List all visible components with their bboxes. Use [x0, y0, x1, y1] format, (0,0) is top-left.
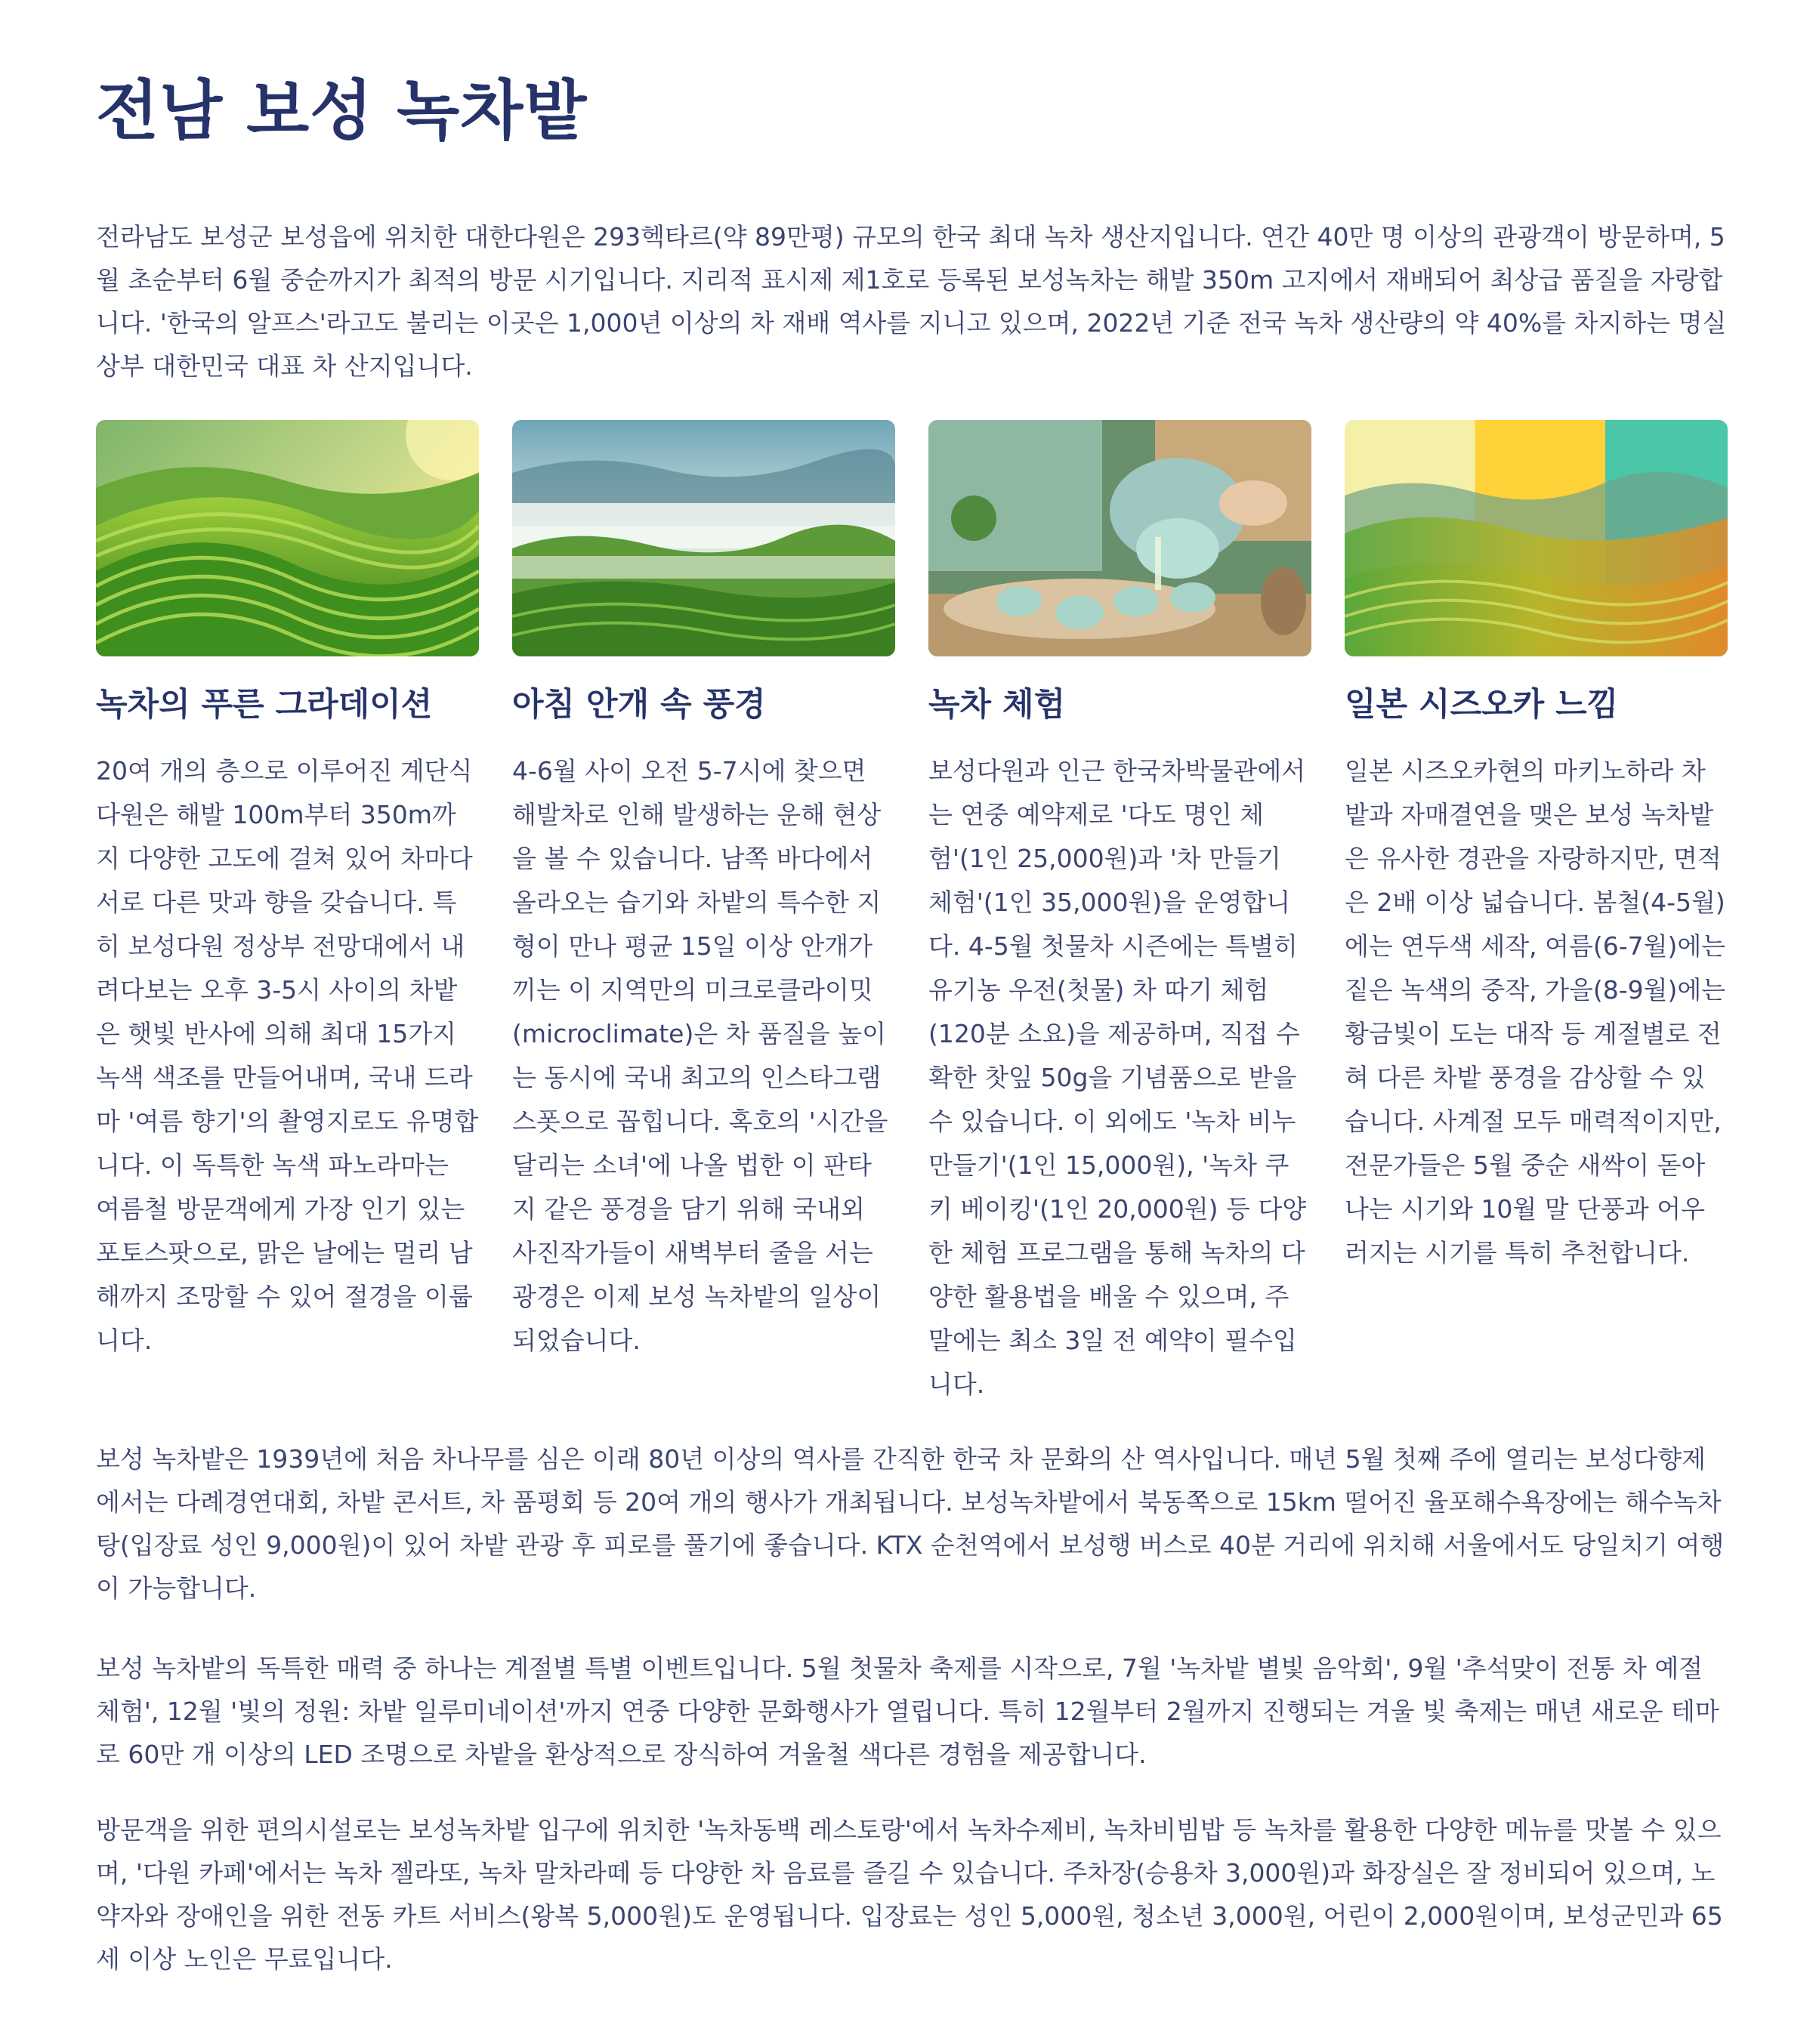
card-text: 일본 시즈오카현의 마키노하라 차밭과 자매결연을 맺은 보성 녹차밭은 유사한 경관을 자랑하지만, 면적은 2배 이상 넓습니다. 봄철(4-5월)에는 연두색 세작, 여름(6-7월)에는 짙은 녹색의 중작, 가을(8-9월)에는 황금빛이 도는 대작 등 계절별로 전혀 다른 차밭 풍경을 감상할 수 있습니다. 사계절 모두 매력적이지만, 전문가들은 5월 중순 새싹이 돋아나는 시기와 10월 말 단풍과 어우러지는 시기를 특히 추천합니다. [1345, 756, 1726, 1267]
misty-morning-valley-photo [512, 420, 895, 656]
card-title: 일본 시즈오카 느낌 [1345, 686, 1619, 724]
tea-pouring-photo [928, 420, 1311, 656]
terraced-tea-fields-photo [96, 420, 479, 656]
card-shizuoka [1345, 420, 1728, 1267]
card-grid [96, 420, 1728, 1402]
card-title: 녹차 체험 [928, 686, 1066, 724]
seasonal-tea-hills-photo [1345, 420, 1728, 656]
facilities-paragraph: 방문객을 위한 편의시설로는 보성녹차밭 입구에 위치한 '녹차동백 레스토랑'에서 녹차수제비, 녹차비빔밥 등 녹차를 활용한 다양한 메뉴를 맛볼 수 있으며, '다원 카페'에서는 녹차 젤라또, 녹차 말차라떼 등 다양한 차 음료를 즐길 수 있습니다. 주차장(승용차 3,000원)과 화장실은 잘 정비되어 있으며, 노약자와 장애인을 위한 전동 카트 서비스(왕복 5,000원)도 운영됩니다. 입장료는 성인 5,000원, 청소년 3,000원, 어린이 2,000원이며, 보성군민과 65세 이상 노인은 무료입니다. [96, 1815, 1723, 1974]
page-title: 전남 보성 녹차밭 [96, 73, 588, 149]
card-title: 아침 안개 속 풍경 [512, 686, 766, 724]
intro-paragraph: 전라남도 보성군 보성읍에 위치한 대한다원은 293헥타르(약 89만평) 규모의 한국 최대 녹차 생산지입니다. 연간 40만 명 이상의 관광객이 방문하며, 5월 초순부터 6월 중순까지가 최적의 방문 시기입니다. 지리적 표시제 제1호로 등록된 보성녹차는 해발 350m 고지에서 재배되어 최상급 품질을 자랑합니다. '한국의 알프스'라고도 불리는 이곳은 1,000년 이상의 차 재배 역사를 지니고 있으며, 2022년 기준 전국 녹차 생산량의 약 40%를 차지하는 명실상부 대한민국 대표 차 산지입니다. [96, 222, 1727, 381]
history-paragraph: 보성 녹차밭은 1939년에 처음 차나무를 심은 이래 80년 이상의 역사를 간직한 한국 차 문화의 산 역사입니다. 매년 5월 첫째 주에 열리는 보성다향제에서는 다례경연대회, 차밭 콘서트, 차 품평회 등 20여 개의 행사가 개최됩니다. 보성녹차밭에서 북동쪽으로 15km 떨어진 율포해수욕장에는 해수녹차탕(입장료 성인 9,000원)이 있어 차밭 관광 후 피로를 풀기에 좋습니다. KTX 순천역에서 보성행 버스로 40분 거리에 위치해 서울에서도 당일치기 여행이 가능합니다. [96, 1444, 1725, 1603]
card-green-gradient [96, 420, 479, 1355]
card-tea-experience [928, 420, 1311, 1399]
card-title: 녹차의 푸른 그라데이션 [96, 686, 433, 724]
card-text: 보성다원과 인근 한국차박물관에서는 연중 예약제로 '다도 명인 체험'(1인 25,000원)과 '차 만들기 체험'(1인 35,000원)을 운영합니다. 4-5월 첫물차 시즌에는 특별히 유기농 우전(첫물) 차 따기 체험(120분 소요)을 제공하며, 직접 수확한 찻잎 50g을 기념품으로 받을 수 있습니다. 이 외에도 '녹차 비누 만들기'(1인 15,000원), '녹차 쿠키 베이킹'(1인 20,000원) 등 다양한 체험 프로그램을 통해 녹차의 다양한 활용법을 배울 수 있으며, 주말에는 최소 3일 전 예약이 필수입니다. [928, 756, 1307, 1399]
card-text: 4-6월 사이 오전 5-7시에 찾으면 해발차로 인해 발생하는 운해 현상을 볼 수 있습니다. 남쪽 바다에서 올라오는 습기와 차밭의 특수한 지형이 만나 평균 15일 이상 안개가 끼는 이 지역만의 미크로클라이밋(microclimate)은 차 품질을 높이는 동시에 국내 최고의 인스타그램 스폿으로 꼽힙니다. 혹호의 '시간을 달리는 소녀'에 나올 법한 이 판타지 같은 풍경을 담기 위해 국내외 사진작가들이 새벽부터 줄을 서는 광경은 이제 보성 녹차밭의 일상이 되었습니다. [512, 756, 888, 1355]
events-paragraph: 보성 녹차밭의 독특한 매력 중 하나는 계절별 특별 이벤트입니다. 5월 첫물차 축제를 시작으로, 7월 '녹차밭 별빛 음악회', 9월 '추석맞이 전통 차 예절 체험', 12월 '빛의 정원: 차밭 일루미네이션'까지 연중 다양한 문화행사가 열립니다. 특히 12월부터 2월까지 진행되는 겨울 빛 축제는 매년 새로운 테마로 60만 개 이상의 LED 조명으로 차밭을 환상적으로 장식하여 겨울철 색다른 경험을 제공합니다. [96, 1653, 1719, 1769]
card-text: 20여 개의 층으로 이루어진 계단식 다원은 해발 100m부터 350m까지 다양한 고도에 걸쳐 있어 차마다 서로 다른 맛과 향을 갖습니다. 특히 보성다원 정상부 전망대에서 내려다보는 오후 3-5시 사이의 차밭은 햇빛 반사에 의해 최대 15가지 녹색 색조를 만들어내며, 국내 드라마 '여름 향기'의 촬영지로도 유명합니다. 이 독특한 녹색 파노라마는 여름철 방문객에게 가장 인기 있는 포토스팟으로, 맑은 날에는 멀리 남해까지 조망할 수 있어 절경을 이룹니다. [96, 756, 479, 1355]
card-morning-mist [512, 420, 895, 1355]
